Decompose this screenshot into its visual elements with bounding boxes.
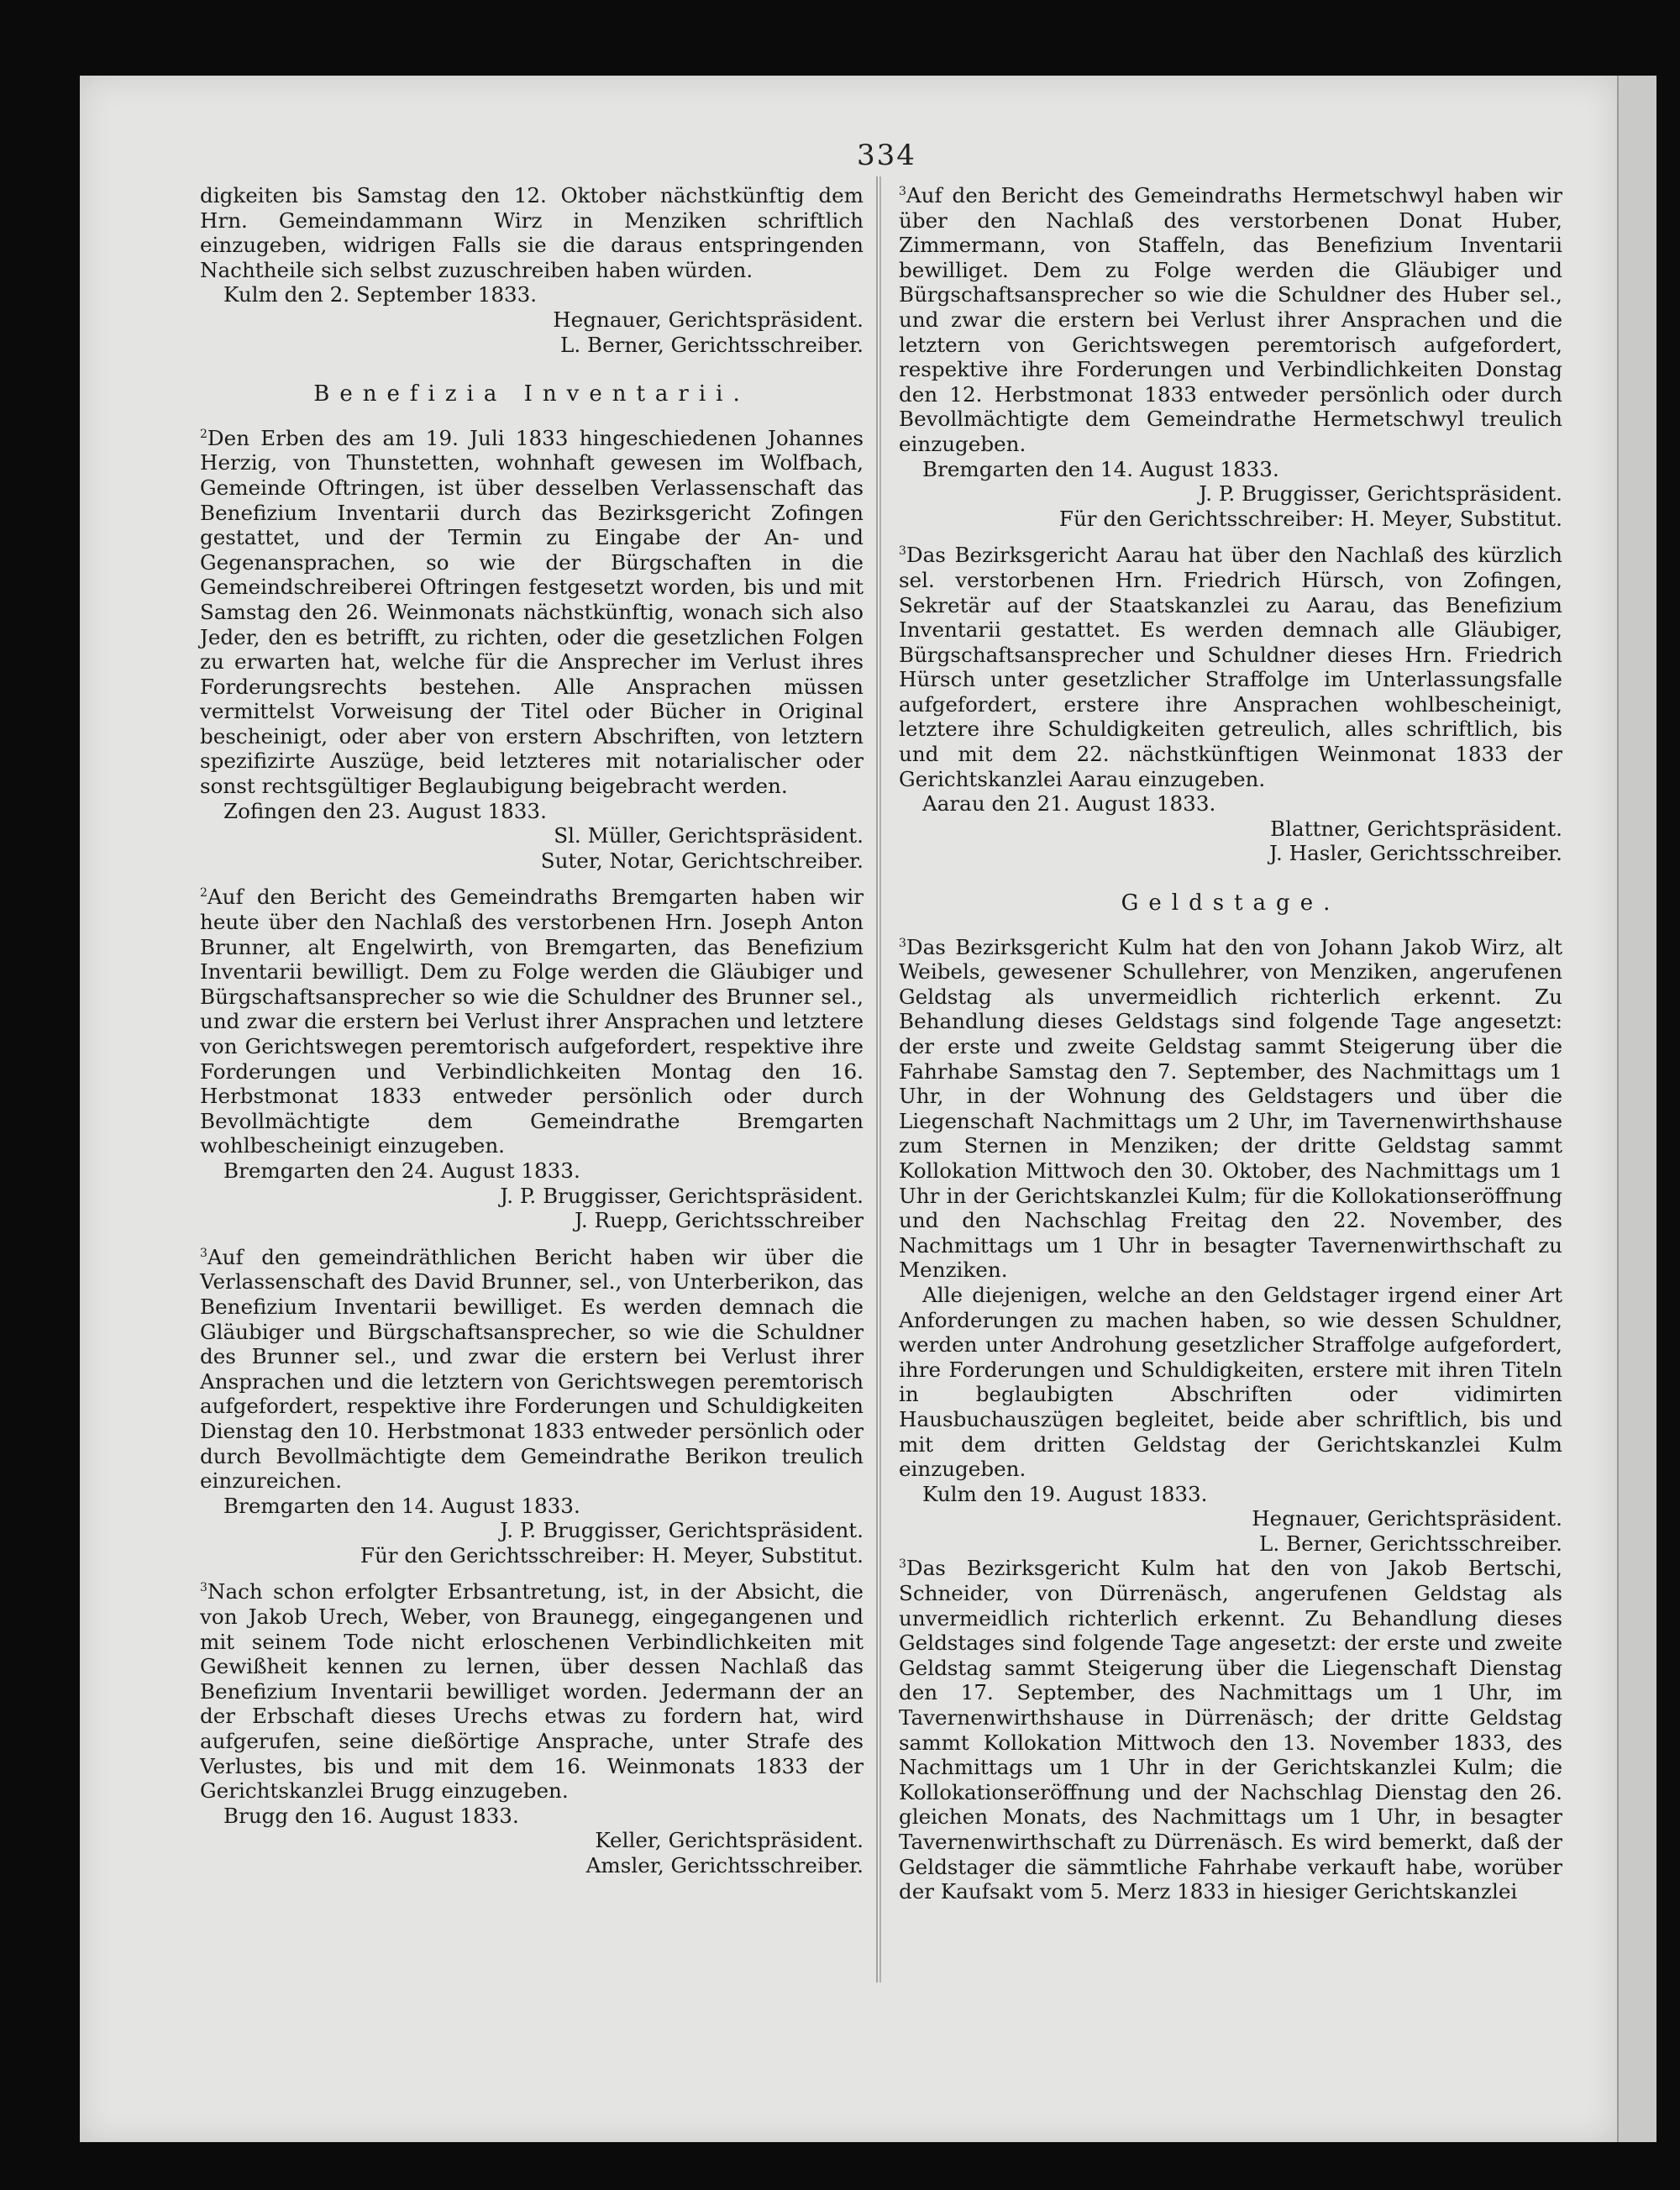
notice-signature: Für den Gerichtsschreiber: H. Meyer, Substitut.	[360, 1542, 864, 1568]
notice-date: Aarau den 21. August 1833.	[922, 791, 1216, 817]
notice-signature: Keller, Gerichtspräsident.	[595, 1828, 864, 1853]
notice-date: Bremgarten den 14. August 1833.	[922, 456, 1279, 481]
notice-signature: J. P. Bruggisser, Gerichtspräsident.	[1199, 481, 1562, 507]
left-column	[200, 183, 864, 1878]
notice-signature: Suter, Notar, Gerichtschreiber.	[540, 848, 864, 873]
notice-text: $^3$Das Bezirksgericht Aarau hat über den Nachlaß des kürzlich sel. verstorbenen Hrn. Friedrich Hürsch, von Zofingen, Sekretär auf der Staatskanzlei zu Aarau, das Benefizium Inventarii gestattet. Es werden demnach alle Gläubiger, Bürgschaftsansprecher und Schuldner dieses Hrn. Friedrich Hürsch unter gesetzlicher Straffolge im Unterlassungsfalle aufgefordert, erstere ihre Ansprachen wohlbescheinigt, letztere ihre Schuldigkeiten getreulich, alles schriftlich, bis und mit dem 22. nächstkünftigen Weinmonat 1833 der Gerichtskanzlei Aarau einzugeben.	[899, 543, 1562, 791]
notice-text: $^3$Das Bezirksgericht Kulm hat den von Johann Jakob Wirz, alt Weibels, gewesener Schullehrer, von Menziken, angerufenen Geldstag als unvermeidlich richterlich erkennt. Zu Behandlung dieses Geldstags sind folgende Tage angesetzt: der erste und zweite Geldstag sammt Steigerung über die Fahrhabe Samstag den 7. September, des Nachmittags um 1 Uhr, in der Wohnung des Geldstagers und über die Liegenschaft Nachmittags um 2 Uhr, im Tavernenwirthshause zum Sternen in Menziken; der dritte Geldstag sammt Kollokation Mittwoch den 30. Oktober, des Nachmittags um 1 Uhr in der Gerichtskanzlei Kulm; für die Kollokationseröffnung und den Nachschlag Freitag den 22. November, des Nachmittags um 1 Uhr in besagter Tavernenwirthschaft zu Menziken.	[899, 934, 1562, 1283]
notice-signature: Amsler, Gerichtsschreiber.	[585, 1853, 864, 1878]
notice-number: 2	[200, 427, 207, 441]
notice-signature: Sl. Müller, Gerichtspräsident.	[554, 823, 864, 848]
notice-text-continued: Alle diejenigen, welche an den Geldstager irgend einer Art Anforderungen zu machen haben, so wie dessen Schuldner, werden unter Androhung gesetzlicher Straffolge aufgefordert, ihre Forderungen und Schuldigkeiten, erstere mit ihren Titeln in beglaubigten Abschriften oder vidimirten Hausbuchauszügen begleitet, beide aber schriftlich, bis und mit dem dritten Geldstag der Gerichtskanzlei Kulm einzugeben.	[899, 1282, 1562, 1482]
column-divider	[876, 176, 878, 1983]
notice-signature: L. Berner, Gerichtsschreiber.	[1259, 1531, 1562, 1556]
notice-date: Bremgarten den 24. August 1833.	[223, 1158, 580, 1183]
notice-number: 3	[899, 936, 906, 950]
notice-signature: J. Ruepp, Gerichtsschreiber	[574, 1208, 864, 1233]
notice-date: Kulm den 19. August 1833.	[922, 1481, 1208, 1506]
notice-signature: J. Hasler, Gerichtsschreiber.	[1269, 841, 1562, 866]
notice-text: $^2$Den Erben des am 19. Juli 1833 hingeschiedenen Johannes Herzig, von Thunstetten, wohnhaft gewesen im Wolfbach, Gemeinde Oftringen, ist über desselben Verlassenschaft das Benefizium Inventarii durch das Bezirksgericht Zofingen gestattet, und der Termin zu Eingabe der An- und Gegenansprachen, so wie der Bürgschaften in die Gemeindschreiberei Oftringen festgesetzt worden, bis und mit Samstag den 26. Weinmonats nächstkünftig, wonach sich also Jeder, den es betrifft, zu richten, oder die gesetzlichen Folgen zu erwarten hat, welche für die Ansprecher im Verlust ihres Forderungsrechts bestehen. Alle Ansprachen müssen vermittelst Vorweisung der Titel oder Bücher in Original bescheinigt, oder aber von erstern Abschriften, von letztern spezifizirte Auszüge, beid letzteres mit notarialischer oder sonst rechtsgültiger Beglaubigung beigebracht werden.	[200, 425, 864, 799]
notice-text: $^3$Auf den gemeindräthlichen Bericht haben wir über die Verlassenschaft des David Brunner, sel., von Unterberikon, das Benefizium Inventarii bewilliget. Es werden demnach die Gläubiger und Bürgschaftsansprecher, so wie die Schuldner des Brunner sel., und zwar die erstern bei Verlust ihrer Ansprachen und die letztern von Gerichtswegen peremtorisch aufgefordert, respektive ihre Forderungen und Schuldigkeiten Dienstag den 10. Herbstmonat 1833 entweder persönlich oder durch Bevollmächtigte dem Gemeindrathe Berikon treulich einzureichen.	[200, 1244, 864, 1494]
notice-signature: L. Berner, Gerichtsschreiber.	[560, 332, 864, 357]
notice-number: 3	[200, 1246, 207, 1260]
notice-text: $^3$Das Bezirksgericht Kulm hat den von Jakob Bertschi, Schneider, von Dürrenäsch, angerufenen Geldstag als unvermeidlich richterlich erkennt. Zu Behandlung dieses Geldstages sind folgende Tage angesetzt: der erste und zweite Geldstag sammt Steigerung über die Liegenschaft Dienstag den 17. September, des Nachmittags um 1 Uhr, im Tavernenwirthshause in Dürrenäsch; der dritte Geldstag sammt Kollokation Mittwoch den 13. November 1833, des Nachmittags um 1 Uhr in der Gerichtskanzlei Kulm; die Kollokationseröffnung und der Nachschlag Dienstag den 26. gleichen Monats, des Nachmittags um 1 Uhr, in besagter Tavernenwirthschaft zu Dürrenäsch. Es wird bemerkt, daß der Geldstager die sämmtliche Fahrhabe verkauft habe, worüber der Kaufsakt vom 5. Merz 1833 in hiesiger Gerichtskanzlei	[899, 1556, 1562, 1904]
notice-number: 3	[899, 544, 906, 559]
notice-date: Brugg den 16. August 1833.	[223, 1803, 519, 1828]
notice-date: Bremgarten den 14. August 1833.	[223, 1493, 580, 1518]
right-column	[899, 183, 1562, 1904]
notice-number: 3	[899, 184, 906, 198]
notice-text: $^3$Nach schon erfolgter Erbsantretung, ist, in der Absicht, die von Jakob Urech, Weber, von Braunegg, eingegangenen und mit seinem Tode nicht erloschenen Verbindlichkeiten mit Gewißheit kennen zu lernen, über dessen Nachlaß das Benefizium Inventarii bewilliget worden. Jedermann der an der Erbschaft dieses Urechs etwas zu fordern hat, wird aufgerufen, seine dießörtige Ansprache, unter Strafe des Verlustes, bis und mit dem 16. Weinmonats 1833 der Gerichtskanzlei Brugg einzugeben.	[200, 1579, 864, 1804]
notice-number: 2	[200, 886, 207, 901]
notice-signature: Hegnauer, Gerichtspräsident.	[553, 307, 864, 332]
continued-notice-text: digkeiten bis Samstag den 12. Oktober nächstkünftig dem Hrn. Gemeindammann Wirz in Menziken schriftlich einzugeben, widrigen Falls sie die daraus entspringenden Nachtheile sich selbst zuzuschreiben haben würden.	[200, 183, 864, 282]
notice-signature: Für den Gerichtsschreiber: H. Meyer, Substitut.	[1058, 506, 1562, 531]
section-heading: Benefizia Inventarii.	[313, 381, 750, 407]
notice-signature: Hegnauer, Gerichtspräsident.	[1252, 1506, 1562, 1531]
notice-date: Zofingen den 23. August 1833.	[223, 798, 547, 823]
page-number: 334	[857, 139, 916, 172]
notice-text: $^3$Auf den Bericht des Gemeindraths Hermetschwyl haben wir über den Nachlaß des verstorbenen Donat Huber, Zimmermann, von Staffeln, das Benefizium Inventarii bewilliget. Dem zu Folge werden die Gläubiger und Bürgschaftsansprecher so wie die Schuldner des Huber sel., und zwar die erstern bei Verlust ihrer Ansprachen und die letztern von Gerichtswegen peremtorisch aufgefordert, respektive ihre Forderungen und Verbindlichkeiten Donstag den 12. Herbstmonat 1833 entweder persönlich oder durch Bevollmächtigte dem Gemeindrathe Hermetschwyl treulich einzugeben.	[899, 183, 1562, 456]
notice-number: 3	[899, 1557, 906, 1572]
notice-text: $^2$Auf den Bericht des Gemeindraths Bremgarten haben wir heute über den Nachlaß des verstorbenen Hrn. Joseph Anton Brunner, alt Engelwirth, von Bremgarten, das Benefizium Inventarii bewilligt. Dem zu Folge werden die Gläubiger und Bürgschaftsansprecher so wie die Schuldner des Brunner sel., und zwar die erstern bei Verlust ihrer Ansprachen und letztere von Gerichtswegen peremtorisch aufgefordert, respektive ihre Forderungen und Verbindlichkeiten Montag den 16. Herbstmonat 1833 entweder persönlich oder durch Bevollmächtigte dem Gemeindrathe Bremgarten wohlbescheinigt einzugeben.	[200, 885, 864, 1158]
page-edge	[1617, 76, 1656, 2142]
notice-date: Kulm den 2. September 1833.	[223, 282, 538, 307]
notice-signature: J. P. Bruggisser, Gerichtspräsident.	[500, 1183, 864, 1208]
notice-signature: J. P. Bruggisser, Gerichtspräsident.	[500, 1518, 864, 1543]
notice-signature: Blattner, Gerichtspräsident.	[1270, 816, 1562, 841]
section-heading: Geldstage.	[1121, 890, 1341, 916]
notice-number: 3	[200, 1581, 207, 1595]
